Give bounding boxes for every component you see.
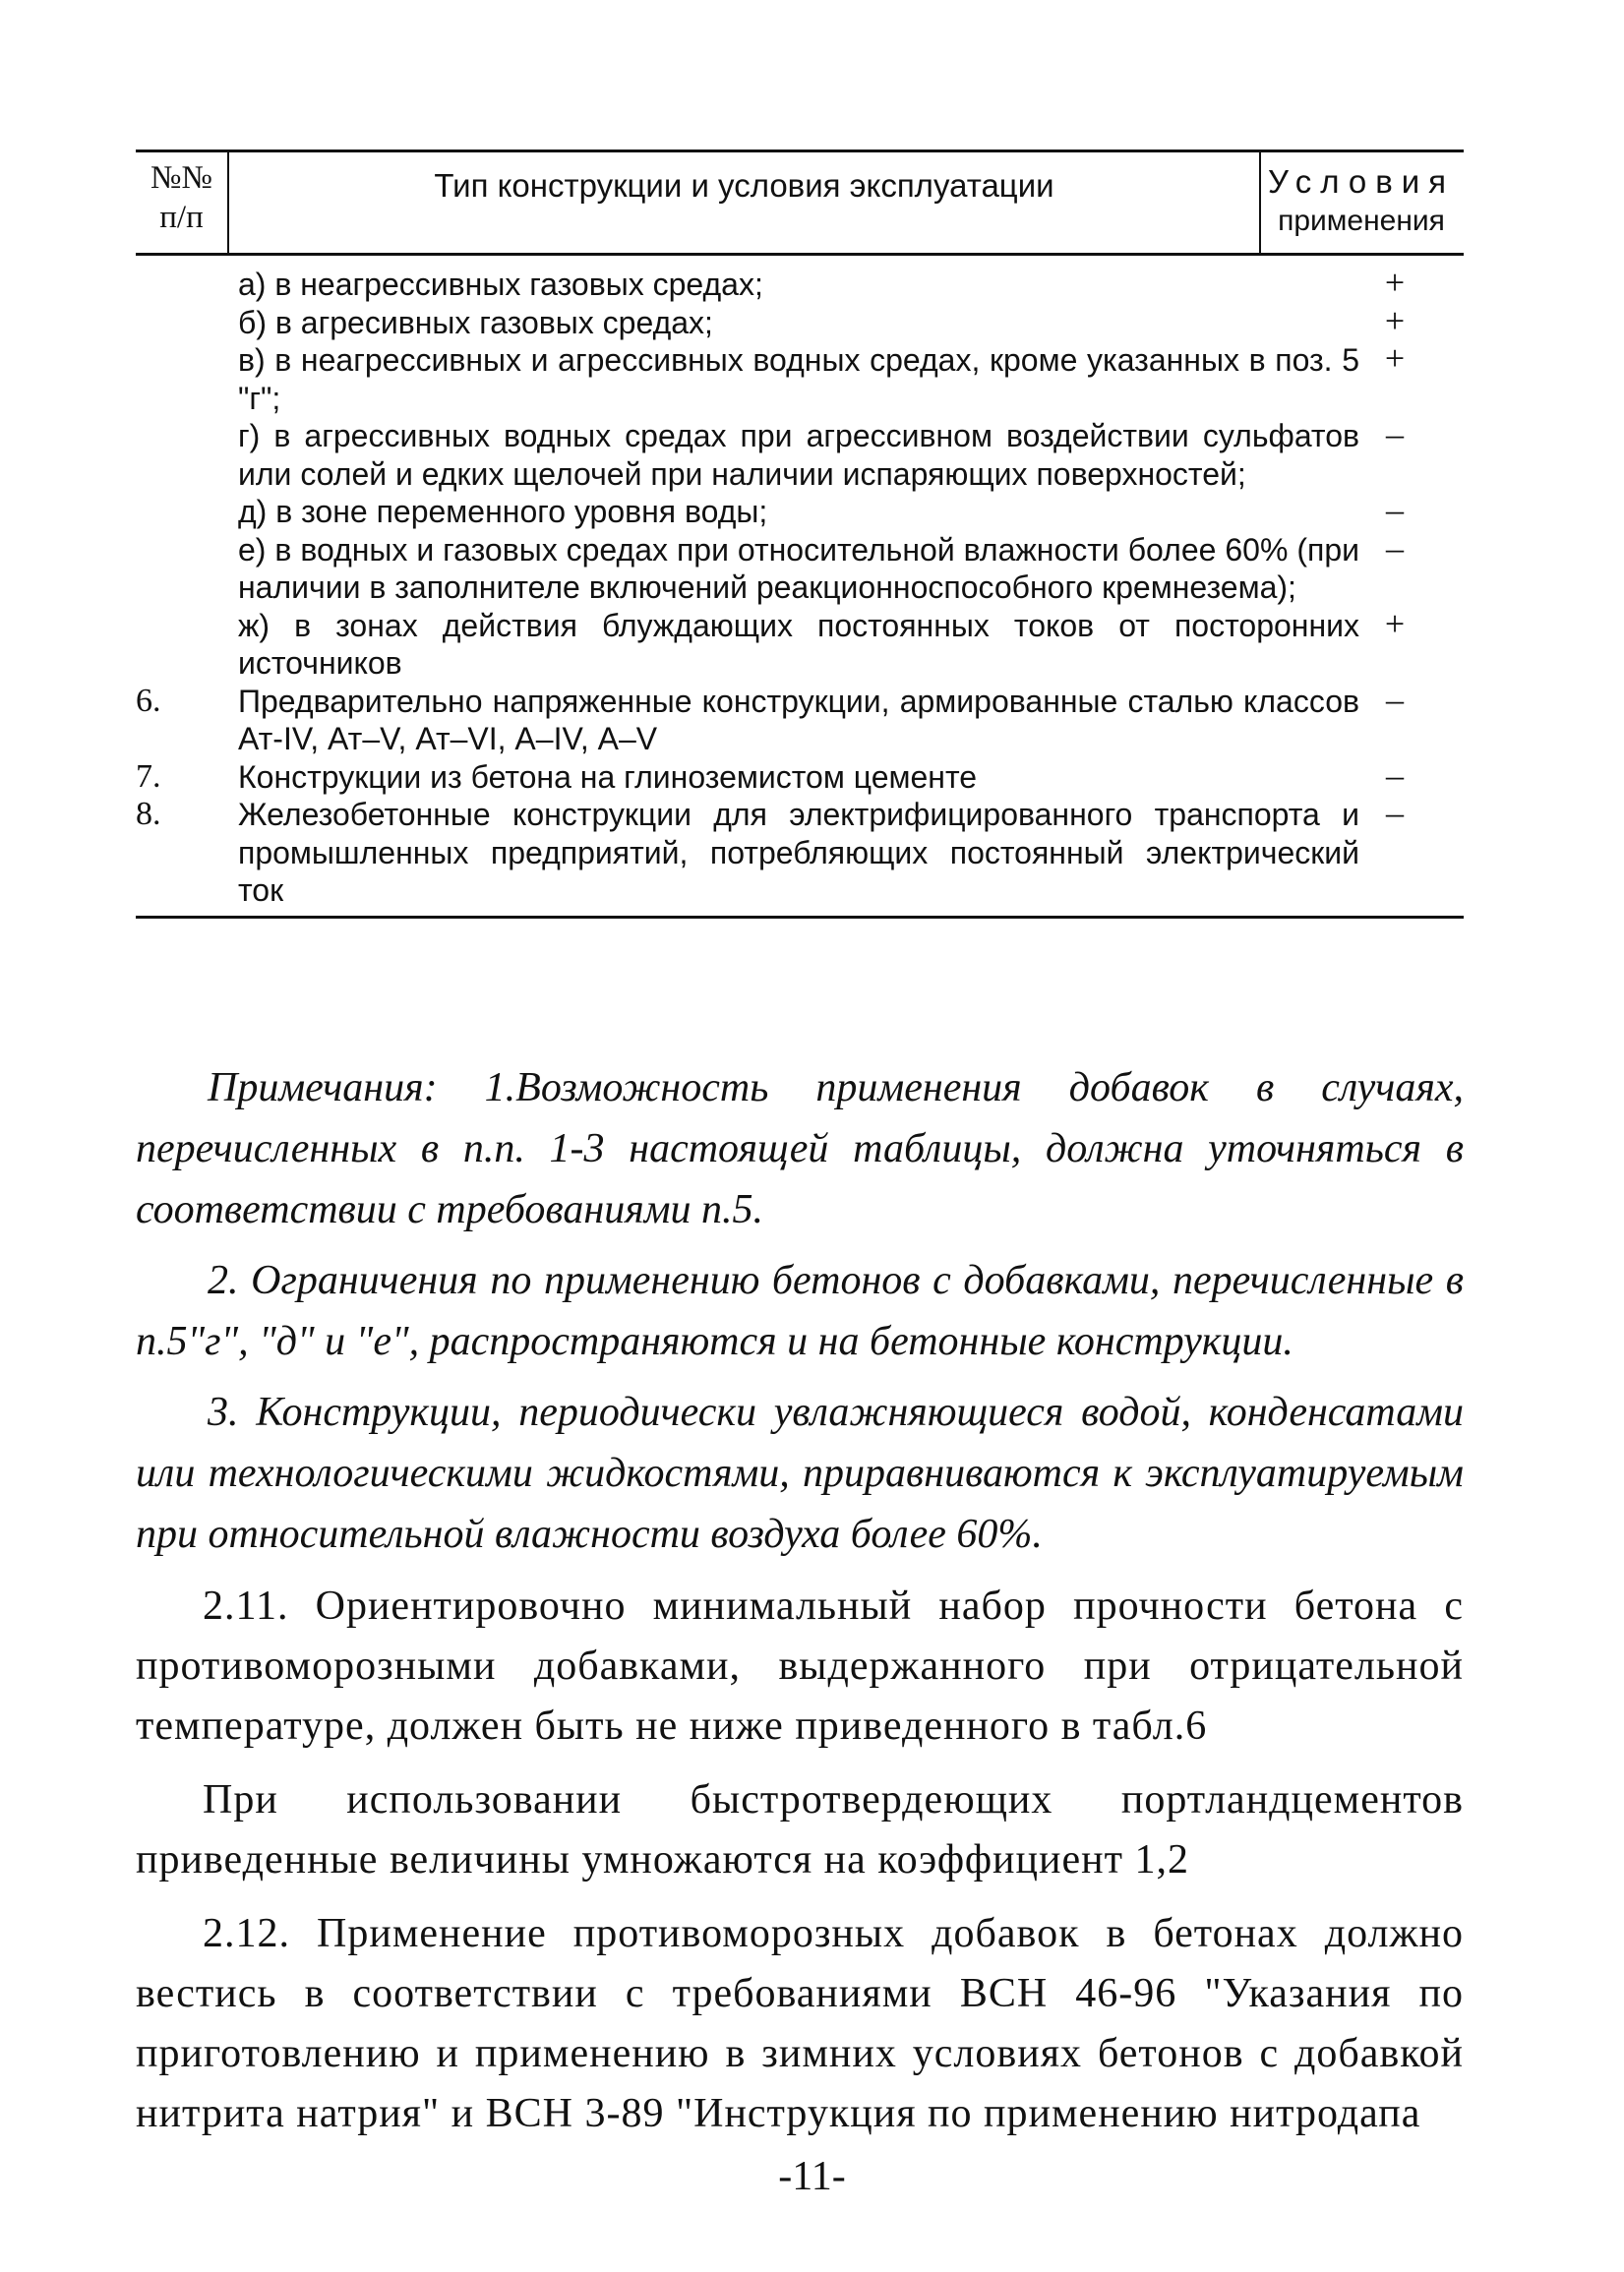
- body-text: [136, 1577, 1464, 2144]
- row-text: е) в водных и газовых средах при относительной влажности более 60% (при наличии в заполнителе включений реакционноспособного кремнезема);: [238, 531, 1359, 605]
- row-mark: –: [1386, 414, 1404, 453]
- row-number: 7.: [136, 757, 161, 795]
- row-mark: +: [1384, 263, 1406, 302]
- row-number: 6.: [136, 682, 161, 719]
- header-conditions-line2: применения: [1278, 205, 1445, 237]
- header-number-line2: п/п: [159, 200, 204, 235]
- row-text: Конструкции из бетона на глиноземистом цементе: [238, 758, 978, 795]
- header-type-column: Тип конструкции и условия эксплуатации: [434, 167, 1054, 204]
- row-text: Предварительно напряженные конструкции, армированные сталью классов Ат-IV, Ат–V, Ат–VI, А–IV, А–V: [238, 683, 1359, 756]
- header-number-line1: №№: [150, 160, 212, 196]
- header-conditions-column: [1257, 160, 1466, 239]
- table-row: [136, 754, 1464, 797]
- table-row: [136, 338, 1464, 417]
- note-2: 2. Ограничения по применению бетонов с добавками, перечисленные в п.5"г", "д" и "е", распространяются и на бетонные конструкции.: [136, 1258, 1464, 1364]
- notes-block: [136, 1057, 1464, 1565]
- page-number: -11-: [778, 2154, 846, 2199]
- row-number: 8.: [136, 796, 161, 832]
- row-mark: +: [1384, 603, 1406, 643]
- table-bottom-rule: [136, 916, 1464, 919]
- row-text: Железобетонные конструкции для электрифицированного транспорта и промышленных предприятий, потребляющих постоянный электрический ток: [238, 797, 1359, 908]
- row-text: д) в зоне переменного уровня воды;: [238, 494, 768, 529]
- row-mark: +: [1384, 338, 1406, 378]
- table-row: [136, 527, 1464, 607]
- row-mark: –: [1386, 527, 1404, 568]
- table-body: [136, 263, 1464, 910]
- row-mark: +: [1384, 300, 1406, 340]
- table-row: [136, 793, 1464, 910]
- table-row: [136, 414, 1464, 493]
- row-text: а) в неагрессивных газовых средах;: [238, 267, 763, 302]
- row-mark: –: [1386, 793, 1404, 832]
- table-row: [136, 263, 1464, 304]
- row-mark: –: [1386, 490, 1404, 529]
- table-row: [136, 603, 1464, 683]
- note-1: Примечания: 1.Возможность применения добавок в случаях, перечисленных в п.п. 1-3 настоящей таблицы, должна уточняться в соответствии с требованиями п.5.: [136, 1065, 1464, 1232]
- table-row: [136, 679, 1464, 758]
- paragraph-coefficient: При использовании быстротвердеющих портландцементов приведенные величины умножаются на коэффициент 1,2: [136, 1777, 1464, 1883]
- row-text: ж) в зонах действия блуждающих постоянных токов от посторонних источников: [238, 607, 1359, 681]
- header-conditions-line1: Условия: [1267, 163, 1456, 200]
- header-number-column: [136, 158, 227, 237]
- table-row: [136, 300, 1464, 342]
- paragraph-2-12: 2.12. Применение противоморозных добавок в бетонах должно вестись в соответствии с требованиями ВСН 46-96 "Указания по приготовлению и применению в зимних условиях бетонов с добавкой нитрита натрия" и ВСН 3-89 "Инструкция по применению нитродапа: [136, 1911, 1464, 2136]
- table-header: [136, 149, 1464, 256]
- table-row: [136, 490, 1464, 531]
- row-mark: –: [1386, 679, 1404, 719]
- row-mark: –: [1386, 754, 1404, 795]
- note-3: 3. Конструкции, периодически увлажняющиеся водой, конденсатами или технологическими жидкостями, приравниваются к эксплуатируемым при относительной влажности воздуха более 60%.: [136, 1390, 1464, 1557]
- conditions-table: [136, 149, 1464, 919]
- row-text: б) в агресивных газовых средах;: [238, 304, 713, 340]
- paragraph-2-11: 2.11. Ориентировочно минимальный набор прочности бетона с противоморозными добавками, выдержанного при отрицательной температуре, должен быть не ниже приведенного в табл.6: [136, 1584, 1464, 1749]
- row-text: в) в неагрессивных и агрессивных водных средах, кроме указанных в поз. 5 "г";: [238, 342, 1359, 416]
- row-text: г) в агрессивных водных средах при агрессивном воздействии сульфатов или солей и едких щелочей при наличии испаряющих поверхностей;: [238, 418, 1359, 492]
